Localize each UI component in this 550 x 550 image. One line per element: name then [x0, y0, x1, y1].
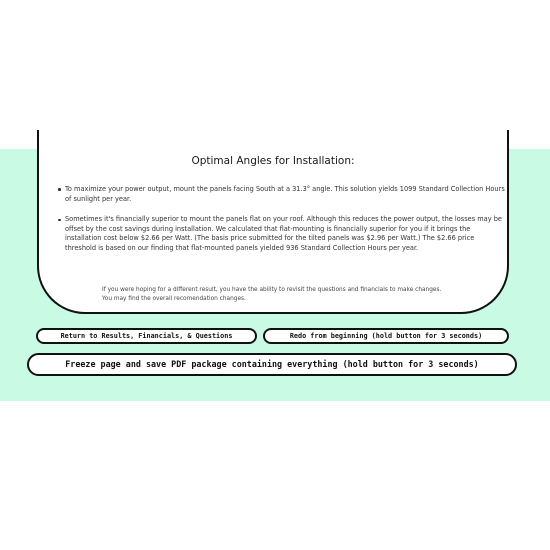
freeze-save-pdf-button[interactable]: Freeze page and save PDF package containing everything (hold button for 3 seconds) [27, 353, 517, 376]
redo-from-beginning-button[interactable]: Redo from beginning (hold button for 3 seconds) [263, 328, 509, 344]
return-to-results-button[interactable]: Return to Results, Financials, & Questions [36, 328, 257, 344]
revisit-note: If you were hoping for a different result, you have the ability to revisit the questions and financials to make changes. You may find the overall recomendation changes. [102, 287, 442, 302]
card-title: Optimal Angles for Installation: [191, 155, 355, 167]
recommendation-list [57, 185, 505, 254]
results-card [37, 130, 509, 314]
recommendation-flat: Sometimes it's financially superior to mount the panels flat on your roof. Although this reduces the power output, the losses may be offset by the cost savings during installation. We calculated that flat-mounting is financially superior for you if it brings the installation cost below $2.66 per Watt. (The basis price submitted for the tilted panels was $2.96 per Watt.) The $2.66 price threshold is based on our finding that flat-mounted panels yielded 936 Standard Collection Hours per year. [65, 215, 505, 253]
recommendation-tilted: To maximize your power output, mount the panels facing South at a 31.3° angle. This solution yields 1099 Standard Collection Hours of sunlight per year. [65, 185, 505, 203]
